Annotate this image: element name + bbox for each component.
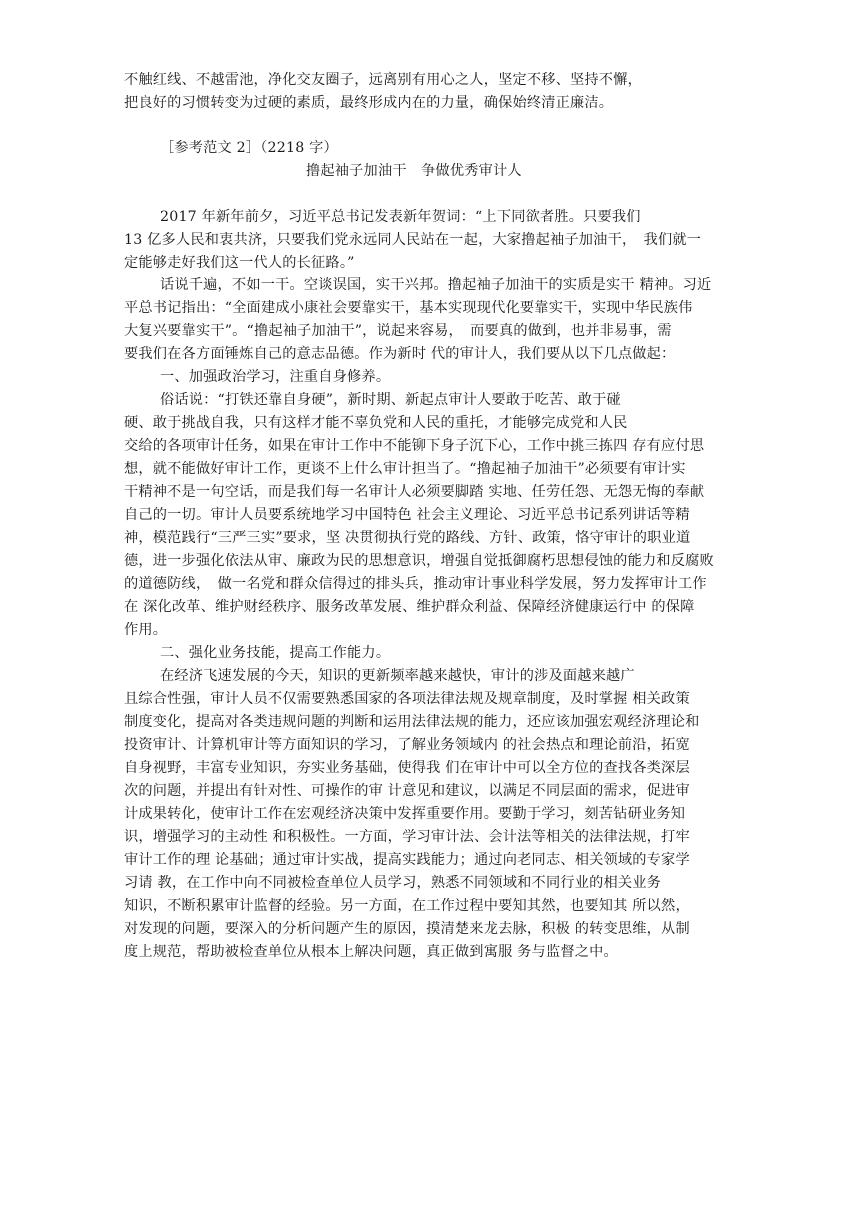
reference-label: ［参考范文 2］（2218 字） — [160, 140, 338, 156]
text-line: 习请 教，在工作中向不同被检查单位人员学习，熟悉不同领域和不同行业的相关业务 — [124, 875, 662, 891]
text-line: 2017 年新年前夕，习近平总书记发表新年贺词：“上下同欲者胜。只要我们 — [160, 209, 641, 225]
text-line: 想，就不能做好审计工作，更谈不上什么审计担当了。“撸起袖子加油干”必须要有审计实 — [124, 461, 686, 477]
text-line: 硬、敢于挑战自我，只有这样才能不辜负党和人民的重托，才能够完成党和人民 — [124, 415, 628, 431]
text-line: 德，进一步强化依法从审、廉政为民的思想意识，增强自觉抵御腐朽思想侵蚀的能力和反腐败 — [124, 553, 714, 569]
text-line: 在经济飞速发展的今天，知识的更新频率越来越快，审计的涉及面越来越广 — [160, 668, 635, 684]
text-line: 度上规范，帮助被检查单位从根本上解决问题，真正做到寓服 务与监督之中。 — [124, 944, 618, 960]
section-heading: 一、加强政治学习，注重自身修养。 — [160, 369, 391, 385]
text-line: 自己的一切。审计人员要系统地学习中国特色 社会主义理论、习近平总书记系列讲话等精 — [124, 507, 690, 523]
text-line: 交给的各项审计任务，如果在审计工作中不能铆下身子沉下心，工作中挑三拣四 存有应付思 — [124, 438, 705, 454]
text-line: 神，模范践行“三严三实”要求，坚 决贯彻执行党的路线、方针、政策，恪守审计的职业道 — [124, 530, 691, 546]
text-line: 定能够走好我们这一代人的长征路。” — [124, 255, 355, 271]
text-line: 话说千遍，不如一干。空谈误国，实干兴邦。撸起袖子加油干的实质是实干 精神。习近 — [160, 277, 712, 293]
text-line: 投资审计、计算机审计等方面知识的学习，了解业务领域内 的社会热点和理论前沿，拓宽 — [124, 737, 690, 753]
text-line: 且综合性强，审计人员不仅需要熟悉国家的各项法律法规及规章制度，及时掌握 相关政策 — [124, 691, 690, 707]
text-line: 把良好的习惯转变为过硬的素质，最终形成内在的力量，确保始终清正廉洁。 — [124, 95, 614, 111]
text-line: 13 亿多人民和衷共济，只要我们党永远同人民站在一起，大家撸起袖子加油干， 我们就一 — [124, 232, 702, 248]
essay-title: 撸起袖子加油干 争做优秀审计人 — [306, 163, 522, 179]
text-line: 作用。 — [124, 622, 168, 638]
text-line: 识，增强学习的主动性 和积极性。一方面，学习审计法、会计法等相关的法律法规，打牢 — [124, 829, 690, 845]
text-line: 制度变化，提高对各类违规问题的判断和运用法律法规的能力，还应该加强宏观经济理论和 — [124, 714, 700, 730]
text-line: 知识，不断积累审计监督的经验。另一方面，在工作过程中要知其然，也要知其 所以然， — [124, 898, 690, 914]
text-line: 审计工作的理 论基础；通过审计实战，提高实践能力；通过向老同志、相关领域的专家学 — [124, 852, 690, 868]
text-line: 干精神不是一句空话，而是我们每一名审计人必须要脚踏 实地、任劳任怨、无怨无悔的奉献 — [124, 484, 705, 500]
text-line: 大复兴要靠实干”。“撸起袖子加油干”，说起来容易， 而要真的做到，也并非易事，需 — [124, 323, 672, 339]
text-line: 要我们在各方面锤炼自己的意志品德。作为新时 代的审计人，我们要从以下几点做起： — [124, 346, 676, 362]
text-line: 的道德防线， 做一名党和群众信得过的排头兵，推动审计事业科学发展，努力发挥审计工作 — [124, 576, 707, 592]
text-line: 次的问题，并提出有针对性、可操作的审 计意见和建议，以满足不同层面的需求，促进审 — [124, 783, 690, 799]
section-heading: 二、强化业务技能，提高工作能力。 — [160, 645, 391, 661]
text-line: 自身视野，丰富专业知识，夯实业务基础，使得我 们在审计中可以全方位的查找各类深层 — [124, 760, 690, 776]
text-line: 在 深化改革、维护财经秩序、服务改革发展、维护群众利益、保障经济健康运行中 的保障 — [124, 599, 695, 615]
text-line: 俗话说：“打铁还靠自身硬”，新时期、新起点审计人要敢于吃苦、敢于碰 — [160, 392, 621, 408]
text-line: 不触红线、不越雷池，净化交友圈子，远离别有用心之人，坚定不移、坚持不懈， — [124, 72, 642, 88]
text-line: 计成果转化，使审计工作在宏观经济决策中发挥重要作用。要勤于学习，刻苦钻研业务知 — [124, 806, 686, 822]
text-line: 对发现的问题，要深入的分析问题产生的原因，摸清楚来龙去脉，积极 的转变思维，从制 — [124, 921, 690, 937]
text-line: 平总书记指出：“全面建成小康社会要靠实干，基本实现现代化要靠实干，实现中华民族伟 — [124, 300, 693, 316]
